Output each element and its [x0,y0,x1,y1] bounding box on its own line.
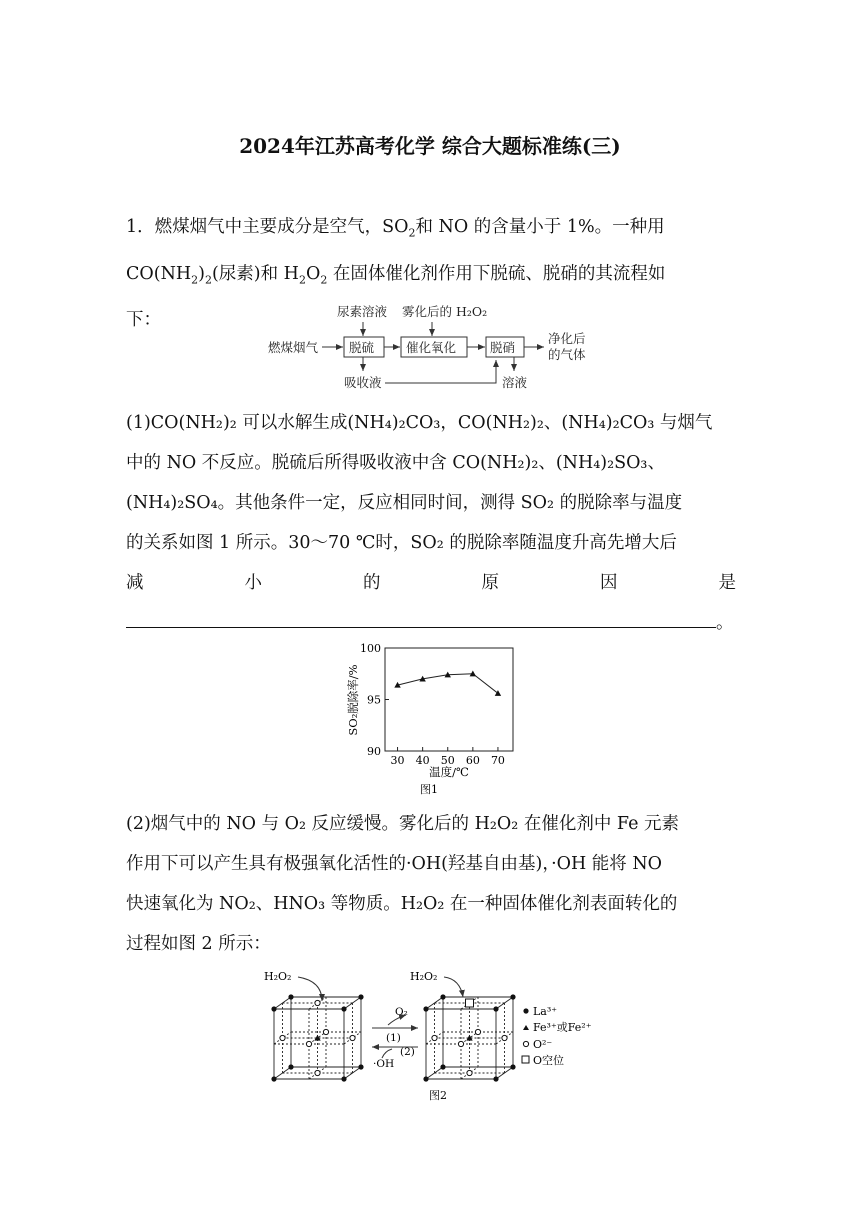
y-tick-label: 90 [367,745,381,758]
h2o2-right-label: H₂O₂ [410,970,438,983]
page-title: 2024年江苏高考化学 综合大题标准练(三) [239,134,621,158]
o-ion [280,1035,285,1040]
chart-plot-area [385,648,513,751]
fe-ion-legend-icon [523,1025,529,1030]
legend-fe: Fe³⁺或Fe²⁺ [533,1021,592,1034]
step-1-label: (1) [386,1032,401,1044]
solution-label: 溶液 [502,375,528,390]
la-ion [358,1064,363,1069]
o-ion [432,1035,437,1040]
o-ion [502,1035,507,1040]
la-ion [440,1064,445,1069]
crystal-lattice-right [423,994,515,1081]
la-ion [493,1076,498,1081]
x-tick-label: 70 [490,754,505,767]
o-ion [458,1041,463,1046]
o-ion [306,1041,311,1046]
denitrification-label: 脱硝 [490,340,516,355]
figure-2-caption: 图2 [429,1089,447,1102]
answer-lead-words: 减 小 的 原 因 是 [126,573,736,593]
la-ion [423,1076,428,1081]
x-tick-label: 30 [390,754,405,767]
crystal-lattice-left [271,994,363,1081]
question-1-part-1: (1)CO(NH₂)₂ 可以水解生成(NH₄)₂CO₃，CO(NH₂)₂、(NH₄)₂CO₃ 与烟气 中的 NO 不反应。脱硫后所得吸收液中含 CO(NH₂)₂、(NH₄)₂SO₃、 (NH₄)₂SO₄。其他条件一定，反应相同时间，测得 SO₂ 的脱除率与温度 的关系如图 1 所示。30～70 ℃时，SO₂ 的脱除率随温度升高先增大后 减 小 的 原 因 是 。 [126,413,736,633]
o-ion [323,1029,328,1034]
x-tick-label: 50 [440,754,455,767]
feed-h2o2-label: 雾化后的 H₂O₂ [402,304,488,319]
feed-urea-label: 尿素溶液 [337,304,388,319]
la-ion [341,1006,346,1011]
o-ion [315,1000,320,1005]
la-ion [271,1076,276,1081]
absorption-liquid-label: 吸收液 [344,375,382,390]
la-ion-legend-icon [523,1008,528,1013]
legend-o: O²⁻ [533,1038,553,1051]
o-ion [315,1070,320,1075]
oh-label: ·OH [373,1058,395,1070]
x-tick-label: 60 [465,754,480,767]
la-ion [358,994,363,999]
la-ion [271,1006,276,1011]
clean-gas-label-2: 的气体 [548,347,586,362]
la-ion [510,994,515,999]
question-1-part-2: (2)烟气中的 NO 与 O₂ 反应缓慢。雾化后的 H₂O₂ 在催化剂中 Fe 元素 作用下可以产生具有极强氧化活性的·OH(羟基自由基)，·OH 能将 NO 快速氧化为 NO₂、HNO₃ 等物质。H₂O₂ 在一种固体催化剂表面转化的 过程如图 2 所示： [126,814,679,954]
la-ion [423,1006,428,1011]
y-tick-label: 100 [360,642,381,655]
catalytic-oxidation-label: 催化氧化 [406,340,457,355]
flue-gas-label: 燃煤烟气 [268,340,319,355]
legend-o-vacancy: O空位 [533,1054,565,1067]
o-ion-legend-icon [523,1041,528,1046]
o-ion [350,1035,355,1040]
o-ion [475,1029,480,1034]
o2-label: O₂ [395,1006,408,1018]
h2o2-left-label: H₂O₂ [264,970,292,983]
process-flow-diagram [260,300,630,400]
so2-removal-chart [335,640,525,800]
clean-gas-label-1: 净化后 [548,331,586,346]
question-1-intro: 1．燃煤烟气中主要成分是空气，$SO_2$和 NO 的含量小于 1%。一种用 $CO(NH_2)_2$(尿素)和 $H_2O_2$ 在固体催化剂作用下脱硫、脱硝的其流程如 下： [126,217,666,330]
la-ion [288,994,293,999]
o-vacancy-legend-icon [522,1056,529,1063]
la-ion [341,1076,346,1081]
o-ion [467,1070,472,1075]
x-axis-label: 温度/℃ [429,765,469,779]
desulfurization-label: 脱硫 [349,340,375,355]
la-ion [440,994,445,999]
y-tick-label: 95 [367,693,381,707]
y-axis-label: SO₂脱除率/% [346,664,360,736]
step-2-label: (2) [400,1046,415,1058]
la-ion [510,1064,515,1069]
la-ion [288,1064,293,1069]
catalyst-surface-diagram [260,963,620,1111]
figure-1-caption: 图1 [420,783,438,796]
answer-blank[interactable] [126,605,716,628]
legend-la: La³⁺ [533,1005,558,1018]
o-vacancy [466,999,474,1007]
la-ion [493,1006,498,1011]
x-tick-label: 40 [415,754,430,767]
